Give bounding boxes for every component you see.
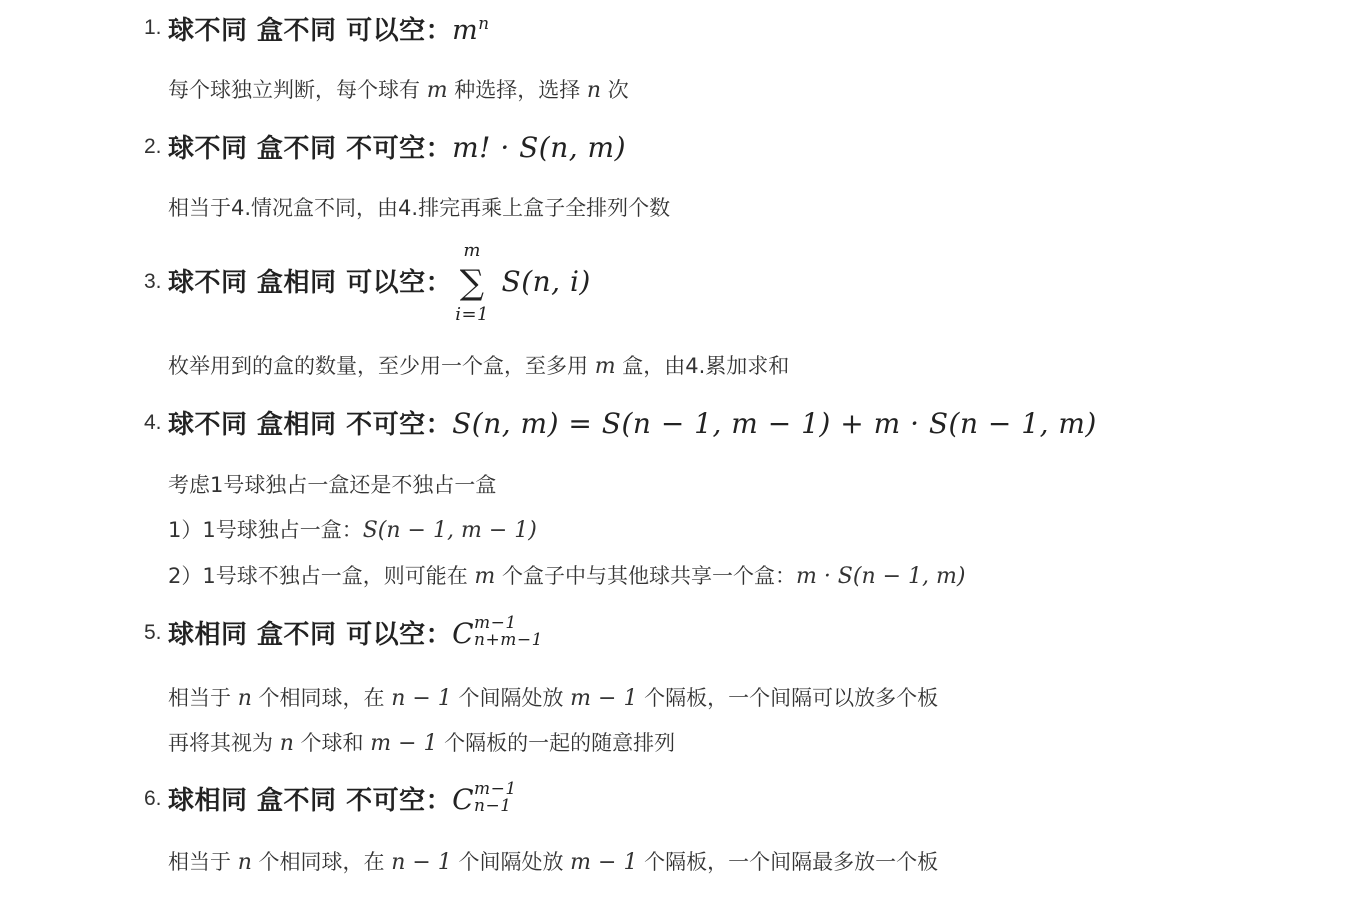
formula-base: C <box>452 617 475 650</box>
formula-sub: n−1 <box>474 795 512 816</box>
desc-text: 个盒子中与其他球共享一个盒： <box>495 564 796 588</box>
sum-upper: m <box>463 240 481 261</box>
desc-text: 考虑1号球独占一盒还是不独占一盒 <box>168 473 497 497</box>
item-number: 3. <box>144 270 162 293</box>
inline-math: S(n − 1, m − 1) <box>362 518 537 543</box>
item-title <box>168 404 1097 441</box>
desc-text: 个相同球，在 <box>251 686 392 710</box>
desc-text: 盒，由4.累加求和 <box>615 354 790 378</box>
item-title-text: 球相同 盒不同 不可空： <box>168 786 453 816</box>
desc-text: 个隔板，一个间隔最多放一个板 <box>637 850 939 874</box>
formula-base: m <box>452 15 479 46</box>
desc-text: 个相同球，在 <box>251 850 392 874</box>
item-description <box>168 74 629 104</box>
desc-text: 相当于 <box>168 686 238 710</box>
desc-text: 个隔板，一个间隔可以放多个板 <box>637 686 939 710</box>
item-title <box>168 614 543 653</box>
item-title-text: 球不同 盒不同 可以空： <box>168 16 453 46</box>
item-title-text: 球不同 盒不同 不可空： <box>168 134 453 164</box>
formula: m! · S(n, m) <box>452 131 627 164</box>
inline-math: n <box>279 731 294 756</box>
item-title <box>168 128 626 165</box>
desc-text: 相当于4.情况盒不同，由4.排完再乘上盒子全排列个数 <box>168 196 671 220</box>
inline-math: m <box>594 354 616 379</box>
item-number: 4. <box>144 411 162 434</box>
inline-math: n <box>586 78 602 103</box>
item-description <box>168 469 496 499</box>
formula-base: C <box>452 783 475 816</box>
formula <box>452 612 543 650</box>
desc-text: 个球和 <box>293 731 371 755</box>
item-title <box>168 10 490 47</box>
desc-text: 2）1号球不独占一盒，则可能在 <box>168 564 475 588</box>
formula-sup: m−1 <box>474 778 517 799</box>
item-number: 1. <box>144 16 162 39</box>
item-description <box>168 560 965 590</box>
item-title-text: 球不同 盒相同 可以空： <box>168 268 453 298</box>
item-title-text: 球相同 盒不同 可以空： <box>168 620 453 650</box>
formula <box>452 240 591 325</box>
item-description <box>168 514 537 544</box>
formula-scripts <box>474 612 543 650</box>
desc-text: 种选择，选择 <box>447 78 587 102</box>
item-title-text: 球不同 盒相同 不可空： <box>168 410 453 440</box>
inline-math: m − 1 <box>370 731 438 756</box>
formula-sub: n+m−1 <box>474 629 543 650</box>
formula <box>452 778 517 816</box>
formula-sup: n <box>478 13 490 33</box>
inline-math: m · S(n − 1, m) <box>795 564 966 589</box>
item-title <box>168 240 591 325</box>
item-title <box>168 780 517 819</box>
item-description <box>168 682 938 712</box>
desc-text: 枚举用到的盒的数量，至少用一个盒，至多用 <box>168 354 595 378</box>
formula-sup: m−1 <box>474 612 517 633</box>
formula: S(n, m) = S(n − 1, m − 1) + m · S(n − 1, m) <box>452 407 1097 440</box>
item-description <box>168 192 670 222</box>
inline-math: n <box>237 686 252 711</box>
desc-text: 每个球独立判断，每个球有 <box>168 78 427 102</box>
desc-text: 次 <box>601 78 629 102</box>
sum-lower: i=1 <box>455 304 489 325</box>
desc-text: 再将其视为 <box>168 731 280 755</box>
desc-text: 个间隔处放 <box>451 850 571 874</box>
sum-sign: ∑ <box>459 263 485 303</box>
desc-text: 个隔板的一起的随意排列 <box>437 731 676 755</box>
desc-text: 个间隔处放 <box>451 686 571 710</box>
desc-text: 相当于 <box>168 850 238 874</box>
inline-math: m − 1 <box>570 686 638 711</box>
item-number: 5. <box>144 621 162 644</box>
inline-math: n <box>237 850 252 875</box>
inline-math: n − 1 <box>391 686 452 711</box>
item-number: 6. <box>144 787 162 810</box>
formula-scripts <box>474 778 517 816</box>
inline-math: m − 1 <box>570 850 638 875</box>
inline-math: m <box>426 78 448 103</box>
formula-body: S(n, i) <box>501 265 591 298</box>
inline-math: m <box>474 564 496 589</box>
item-description <box>168 350 789 380</box>
item-description <box>168 846 938 876</box>
summation <box>452 240 492 325</box>
desc-text: 1）1号球独占一盒： <box>168 518 363 542</box>
item-description <box>168 727 675 757</box>
item-number: 2. <box>144 135 162 158</box>
formula <box>452 15 489 46</box>
inline-math: n − 1 <box>391 850 452 875</box>
